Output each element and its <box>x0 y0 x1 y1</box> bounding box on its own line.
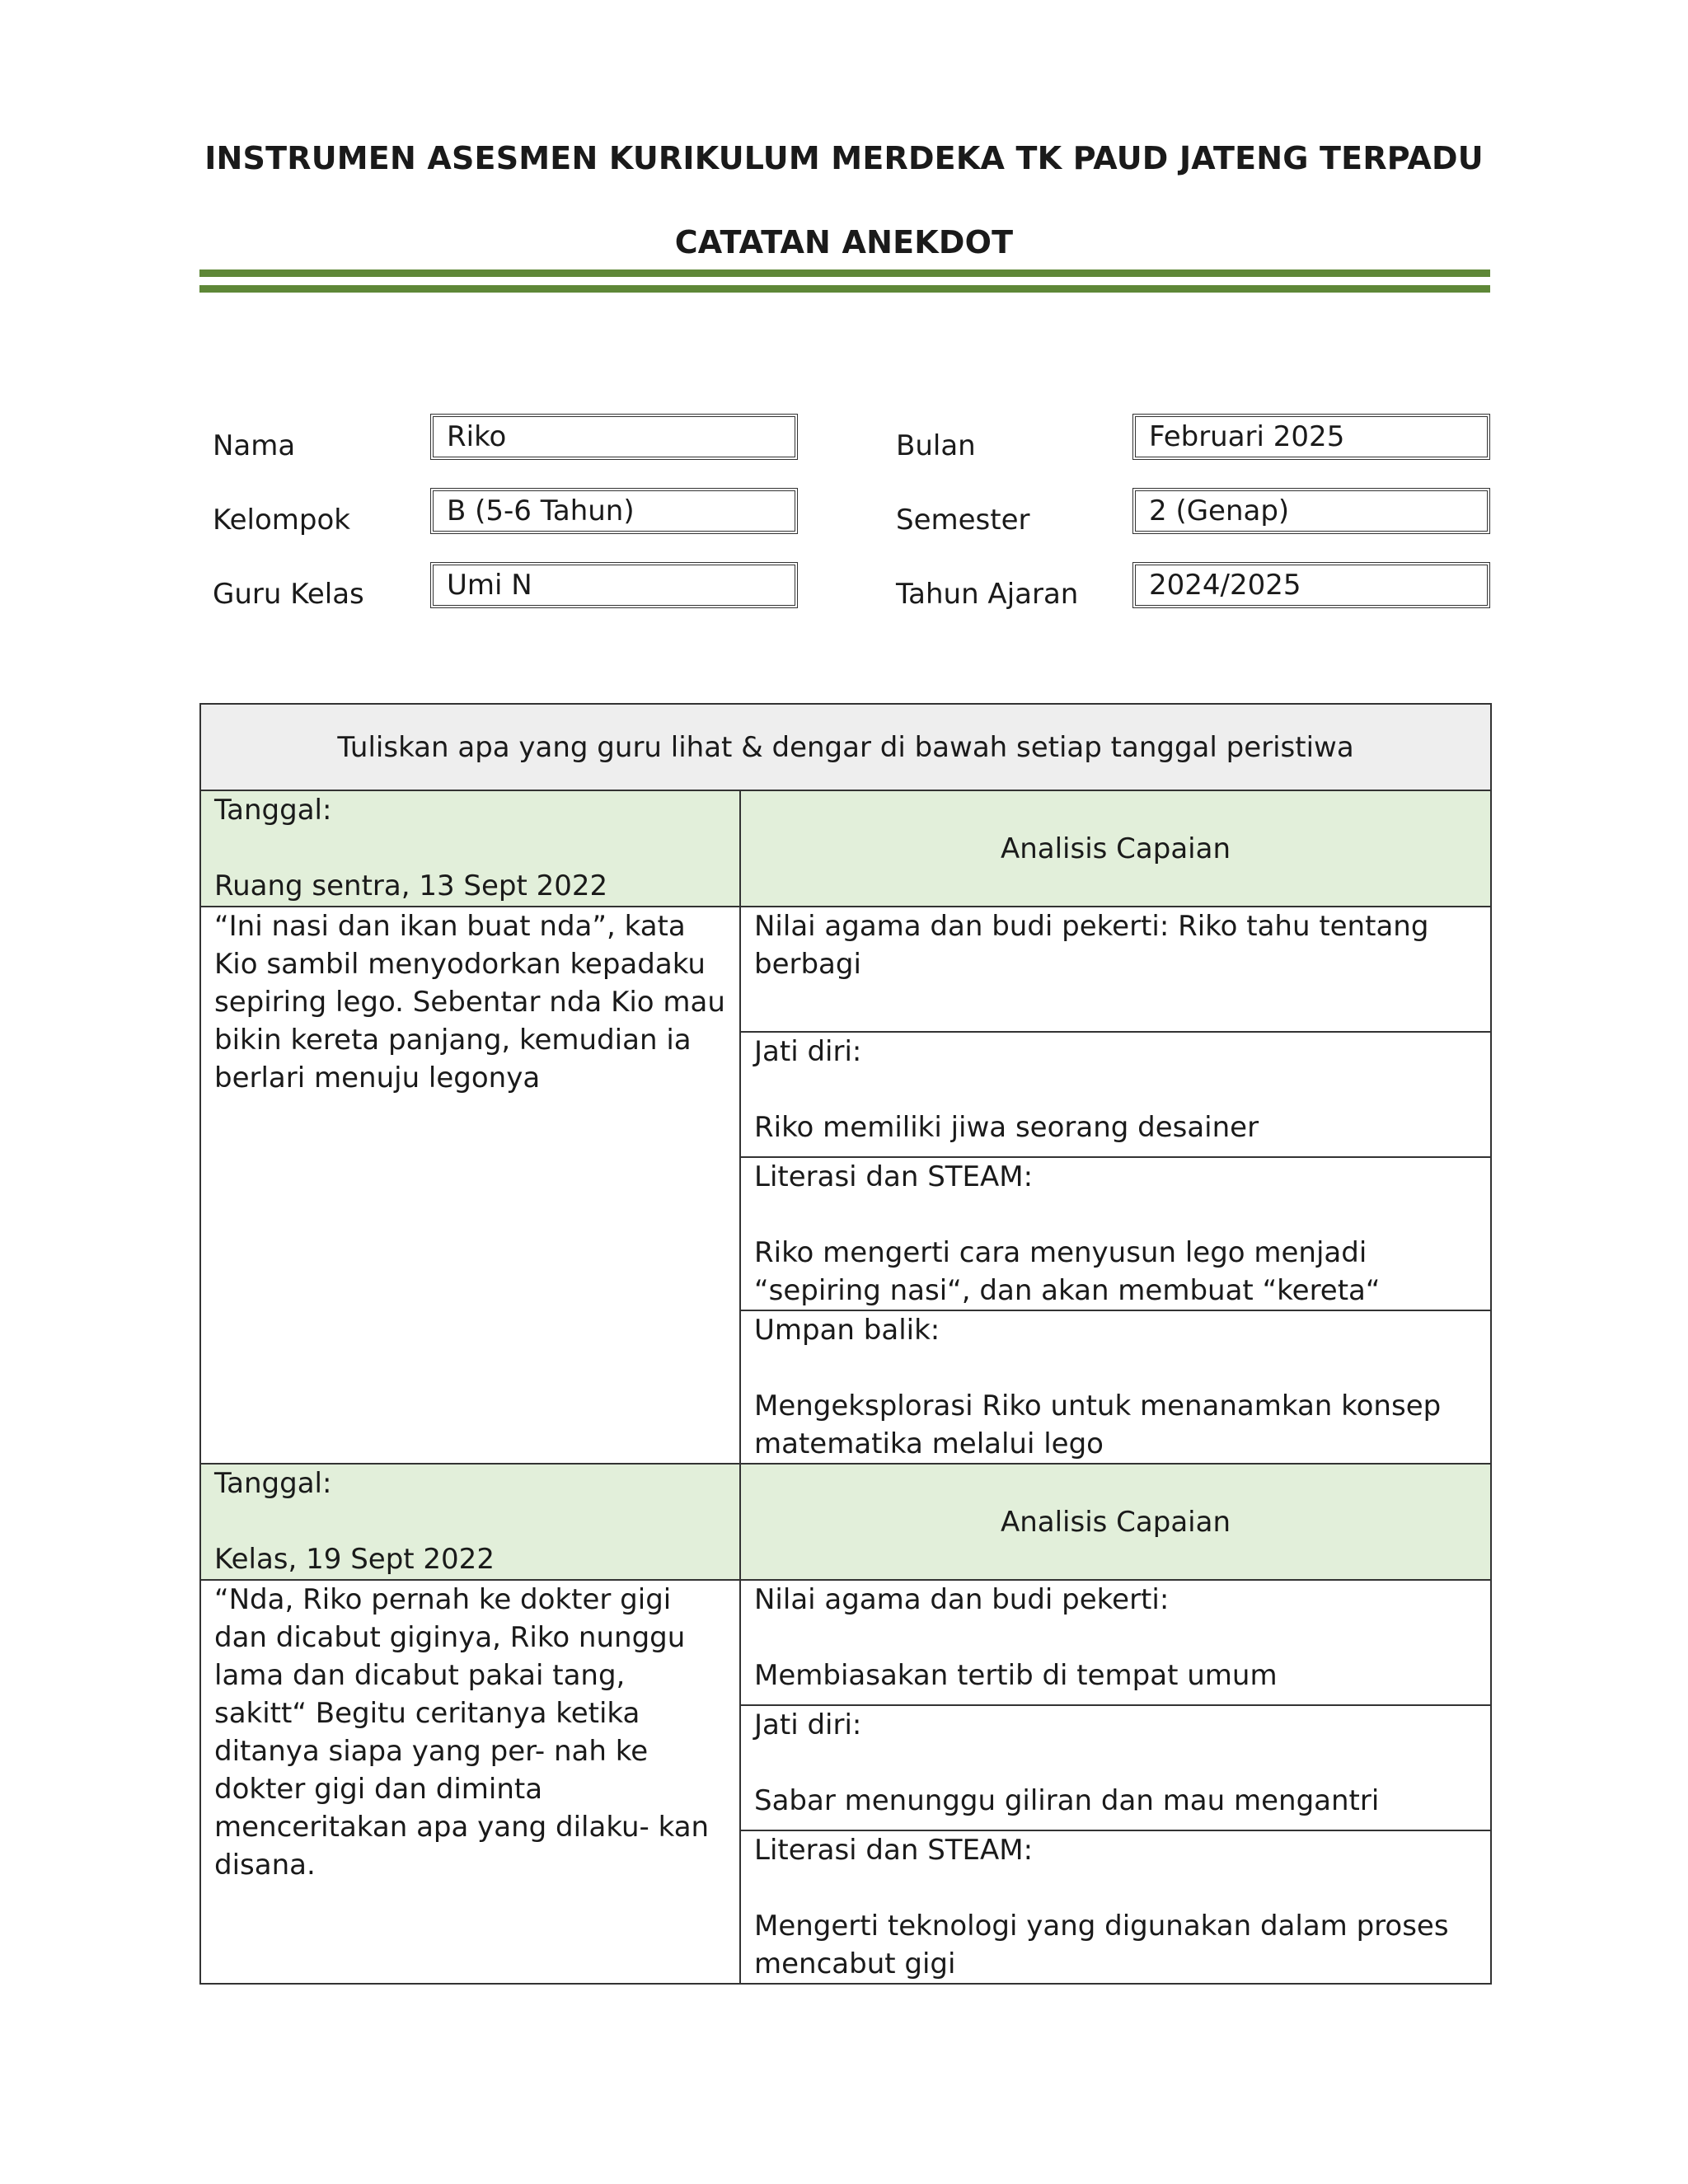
analysis-label: Jati diri: <box>754 1035 862 1068</box>
header-rule-bottom <box>199 285 1490 293</box>
analysis-label: Literasi dan STEAM: <box>754 1834 1034 1867</box>
analysis-header: Analisis Capaian <box>740 790 1491 907</box>
document-title: INSTRUMEN ASESMEN KURIKULUM MERDEKA TK PAUD JATENG TERPADU <box>204 140 1484 176</box>
anecdote-table <box>199 703 1492 1985</box>
analysis-text: Sabar menunggu giliran dan mau mengantri <box>754 1784 1380 1817</box>
analysis-cell <box>740 1580 1491 1705</box>
analysis-label: Jati diri: <box>754 1708 862 1741</box>
tahun-ajaran-field[interactable]: 2024/2025 <box>1132 562 1490 608</box>
date-label: Tanggal: <box>214 794 332 827</box>
analysis-text: Mengerti teknologi yang digunakan dalam proses mencabut gigi <box>754 1910 1449 1980</box>
document-subtitle: CATATAN ANEKDOT <box>674 224 1014 260</box>
analysis-label: Literasi dan STEAM: <box>754 1160 1034 1193</box>
analysis-cell <box>740 907 1491 1032</box>
guru-kelas-field[interactable]: Umi N <box>430 562 798 608</box>
analysis-label: Nilai agama dan budi pekerti: Riko tahu tentang berbagi <box>754 910 1429 981</box>
semester-field[interactable]: 2 (Genap) <box>1132 488 1490 534</box>
analysis-text: Membiasakan tertib di tempat umum <box>754 1659 1278 1692</box>
analysis-cell <box>740 1157 1491 1310</box>
analysis-text: Riko memiliki jiwa seorang desainer <box>754 1111 1259 1144</box>
guru-kelas-label: Guru Kelas <box>213 578 364 611</box>
analysis-label: Nilai agama dan budi pekerti: <box>754 1583 1170 1616</box>
date-value: Ruang sentra, 13 Sept 2022 <box>214 869 608 902</box>
analysis-cell <box>740 1032 1491 1157</box>
header-rule-top <box>199 269 1490 277</box>
bulan-label: Bulan <box>896 429 976 462</box>
analysis-text: Mengeksplorasi Riko untuk menanamkan konsep matematika melalui lego <box>754 1390 1442 1460</box>
analysis-header: Analisis Capaian <box>740 1464 1491 1580</box>
kelompok-label: Kelompok <box>213 504 350 537</box>
analysis-cell <box>740 1830 1491 1984</box>
date-cell <box>200 1464 740 1580</box>
kelompok-field[interactable]: B (5-6 Tahun) <box>430 488 798 534</box>
analysis-text: Riko mengerti cara menyusun lego menjadi “sepiring nasi“, dan akan membuat “kereta“ <box>754 1236 1381 1307</box>
analysis-cell <box>740 1310 1491 1464</box>
date-value: Kelas, 19 Sept 2022 <box>214 1543 495 1576</box>
date-label: Tanggal: <box>214 1467 332 1500</box>
instruction-header: Tuliskan apa yang guru lihat & dengar di bawah setiap tanggal peristiwa <box>200 704 1491 790</box>
analysis-cell <box>740 1705 1491 1830</box>
nama-field[interactable]: Riko <box>430 414 798 460</box>
date-cell <box>200 790 740 907</box>
analysis-label: Umpan balik: <box>754 1314 940 1347</box>
observation-cell: “Nda, Riko pernah ke dokter gigi dan dicabut giginya, Riko nunggu lama dan dicabut pakai tang, sakitt“ Begitu ceritanya ketika ditanya siapa yang per- nah ke dokter gigi dan diminta menceritakan apa yang dilaku- kan disana. <box>200 1580 740 1984</box>
semester-label: Semester <box>896 504 1030 537</box>
nama-label: Nama <box>213 429 296 462</box>
tahun-ajaran-label: Tahun Ajaran <box>896 578 1079 611</box>
bulan-field[interactable]: Februari 2025 <box>1132 414 1490 460</box>
observation-cell: “Ini nasi dan ikan buat nda”, kata Kio sambil menyodorkan kepadaku sepiring lego. Sebentar nda Kio mau bikin kereta panjang, kemudian ia berlari menuju legonya <box>200 907 740 1464</box>
